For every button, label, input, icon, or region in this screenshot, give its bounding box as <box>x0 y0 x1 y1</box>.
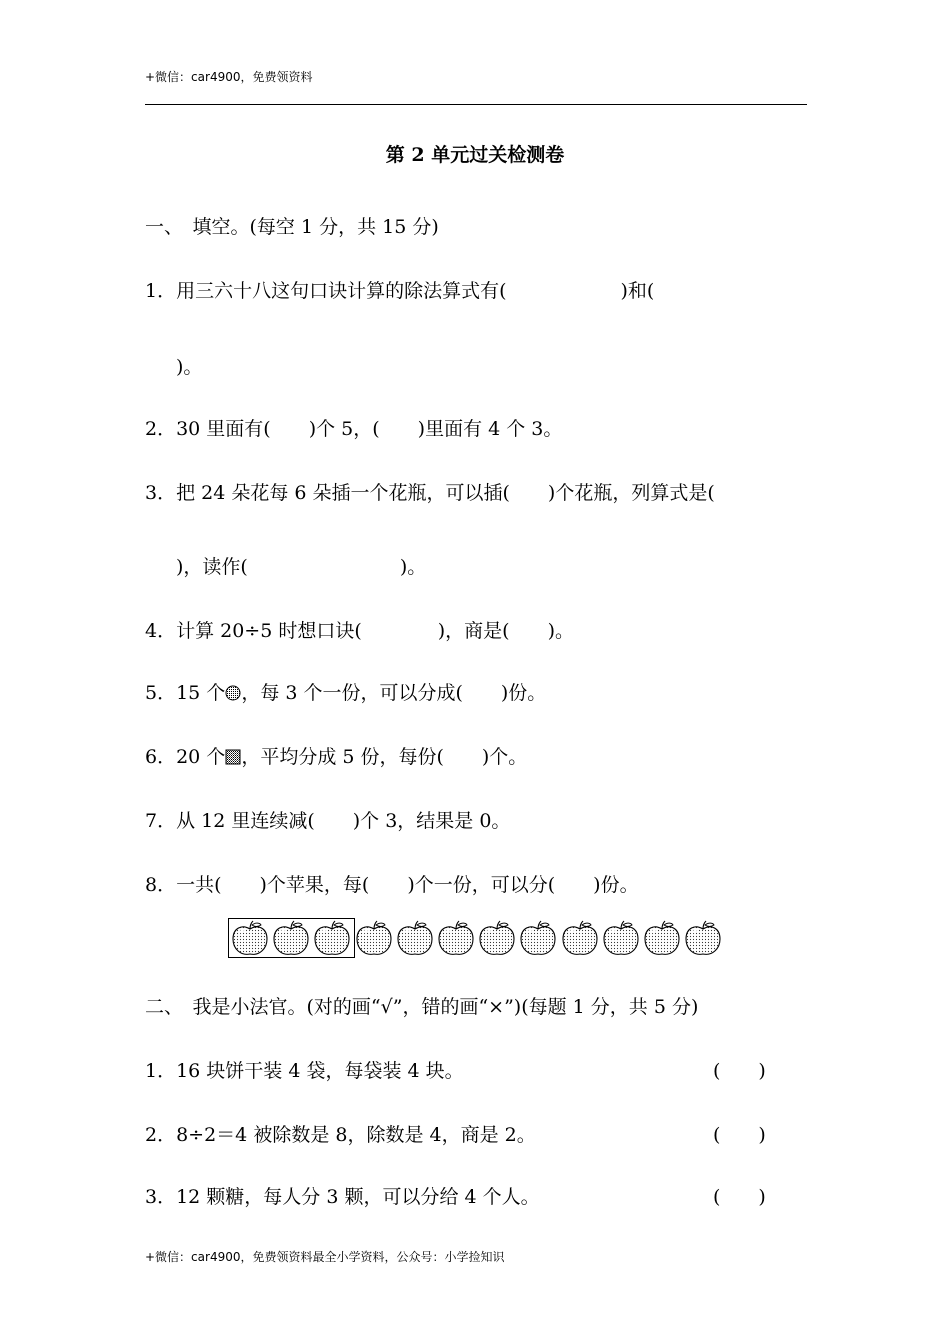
apple-figure <box>228 918 728 960</box>
question-7: 7．从 12 里连续减( )个 3，结果是 0。 <box>145 810 511 832</box>
question-1-line2: )。 <box>176 356 203 378</box>
apple-icon <box>395 920 435 958</box>
judge-item-1-answer[interactable]: ( ) <box>713 1060 766 1082</box>
question-5-prefix: 5．15 个 <box>145 682 226 704</box>
header-rule <box>145 104 807 105</box>
judge-item-1: 1．16 块饼干装 4 袋，每袋装 4 块。 <box>145 1060 464 1082</box>
question-6-suffix: ，平均分成 5 份，每份( )个。 <box>241 746 528 768</box>
apple-icon <box>477 920 517 958</box>
section2-heading: 二、 我是小法官。(对的画“√”，错的画“×”)(每题 1 分，共 5 分) <box>145 996 699 1018</box>
apple-icon <box>601 920 641 958</box>
judge-item-3: 3．12 颗糖，每人分 3 颗，可以分给 4 个人。 <box>145 1186 540 1208</box>
apple-icon <box>312 920 352 958</box>
apple-icon <box>436 920 476 958</box>
question-4: 4．计算 20÷5 时想口诀( )，商是( )。 <box>145 620 575 642</box>
apple-icon <box>518 920 558 958</box>
question-8: 8．一共( )个苹果，每( )个一份，可以分( )份。 <box>145 874 639 896</box>
question-3-line1: 3．把 24 朵花每 6 朵插一个花瓶，可以插( )个花瓶，列算式是( <box>145 482 715 504</box>
judge-item-2: 2．8÷2＝4 被除数是 8，除数是 4，商是 2。 <box>145 1124 536 1146</box>
question-6 <box>145 742 527 770</box>
apple-icon <box>683 920 723 958</box>
judge-item-3-answer[interactable]: ( ) <box>713 1186 766 1208</box>
apple-icon <box>642 920 682 958</box>
question-6-prefix: 6．20 个 <box>145 746 226 768</box>
section1-heading: 一、 填空。(每空 1 分，共 15 分) <box>145 216 439 238</box>
square-icon <box>225 748 241 770</box>
judge-item-2-answer[interactable]: ( ) <box>713 1124 766 1146</box>
apple-icon <box>271 920 311 958</box>
page-title: 第 2 单元过关检测卷 <box>385 144 565 166</box>
question-5-suffix: ，每 3 个一份，可以分成( )份。 <box>241 682 547 704</box>
question-3-line2: )，读作( )。 <box>176 556 427 578</box>
apple-icon <box>354 920 394 958</box>
page-header: +微信：car4900，免费领资料 <box>145 70 313 84</box>
question-5 <box>145 678 546 706</box>
question-1-line1: 1．用三六十八这句口诀计算的除法算式有( )和( <box>145 280 655 302</box>
ball-icon <box>225 684 241 706</box>
apple-icon <box>560 920 600 958</box>
page-footer: +微信：car4900，免费领资料最全小学资料，公众号：小学捡知识 <box>145 1250 505 1264</box>
question-2: 2．30 里面有( )个 5，( )里面有 4 个 3。 <box>145 418 563 440</box>
apple-icon <box>230 920 270 958</box>
